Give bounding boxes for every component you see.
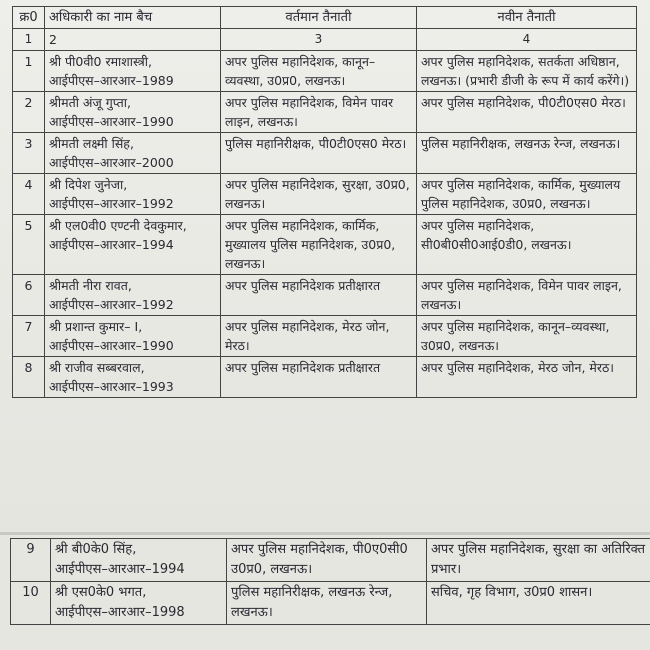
officer-name-batch [45,316,221,357]
current-posting: अपर पुलिस महानिदेशक, सुरक्षा, उ0प्र0, लखनऊ। [221,174,417,215]
current-posting: अपर पुलिस महानिदेशक, विमेन पावर लाइन, लखनऊ। [221,92,417,133]
officer-name-batch [45,92,221,133]
new-posting: अपर पुलिस महानिदेशक, कार्मिक, मुख्यालय पुलिस महानिदेशक, उ0प्र0, लखनऊ। [417,174,637,215]
column-number: 4 [417,29,637,51]
serial-number: 5 [13,215,45,275]
officer-name-batch [51,539,227,582]
officer-name: श्री पी0वी0 रमाशास्त्री, [49,54,153,69]
new-posting: अपर पुलिस महानिदेशक, सतर्कता अधिष्ठान, लखनऊ। (प्रभारी डीजी के रूप में कार्य करेंगे।) [417,51,637,92]
officer-batch: आईपीएस–आरआर–1994 [55,562,185,577]
serial-number: 4 [13,174,45,215]
current-posting: अपर पुलिस महानिदेशक, कानून–व्यवस्था, उ0प्र0, लखनऊ। [221,51,417,92]
officer-name-batch [45,357,221,398]
officer-name: श्रीमती नीरा रावत, [49,278,132,293]
serial-number: 7 [13,316,45,357]
serial-number: 3 [13,133,45,174]
officer-batch: आईपीएस–आरआर–1992 [49,196,174,211]
serial-number: 2 [13,92,45,133]
officer-name: श्री बी0के0 सिंह, [55,542,137,557]
table-row [13,357,637,398]
table-row [13,215,637,275]
new-posting: अपर पुलिस महानिदेशक, मेरठ जोन, मेरठ। [417,357,637,398]
officer-batch: आईपीएस–आरआर–1994 [49,237,174,252]
table-body-continued [11,539,650,625]
serial-number: 1 [13,51,45,92]
officer-batch: आईपीएस–आरआर–1998 [55,605,185,620]
table-row [13,316,637,357]
officer-name: श्रीमती लक्ष्मी सिंह, [49,136,134,151]
officer-name: श्री दिपेश जुनेजा, [49,177,128,192]
officer-name: श्रीमती अंजू गुप्ता, [49,95,131,110]
current-posting: पुलिस महानिरीक्षक, पी0टी0एस0 मेरठ। [221,133,417,174]
officer-batch: आईपीएस–आरआर–1989 [49,73,174,88]
new-posting: सचिव, गृह विभाग, उ0प्र0 शासन। [427,582,650,625]
table-body [13,51,637,398]
table-row [13,92,637,133]
serial-number: 6 [13,275,45,316]
officer-name: श्री राजीव सब्बरवाल, [49,360,145,375]
header-current-posting: वर्तमान तैनाती [221,7,417,29]
transfer-table [12,6,637,398]
officer-batch: आईपीएस–आरआर–1990 [49,338,174,353]
officer-name-batch [45,275,221,316]
table-row [11,539,650,582]
table-row [13,133,637,174]
column-number: 1 [13,29,45,51]
officer-name-batch [45,215,221,275]
header-row [13,7,637,29]
table-row [13,51,637,92]
serial-number: 10 [11,582,51,625]
officer-name: श्री प्रशान्त कुमार– I, [49,319,143,334]
column-number: 2 [45,29,221,51]
current-posting: पुलिस महानिरीक्षक, लखनऊ रेन्ज, लखनऊ। [227,582,427,625]
header-serial: क्र0 [13,7,45,29]
officer-name-batch [45,133,221,174]
officer-name: श्री एल0वी0 एण्टनी देवकुमार, [49,218,187,233]
header-name-batch: अधिकारी का नाम बैच [45,7,221,29]
new-posting: पुलिस महानिरीक्षक, लखनऊ रेन्ज, लखनऊ। [417,133,637,174]
serial-number: 8 [13,357,45,398]
table-row [13,275,637,316]
current-posting: अपर पुलिस महानिदेशक, कार्मिक, मुख्यालय पुलिस महानिदेशक, उ0प्र0, लखनऊ। [221,215,417,275]
new-posting: अपर पुलिस महानिदेशक, विमेन पावर लाइन, लखनऊ। [417,275,637,316]
new-posting: अपर पुलिस महानिदेशक, सी0बी0सी0आई0डी0, लखनऊ। [417,215,637,275]
column-number: 3 [221,29,417,51]
current-posting: अपर पुलिस महानिदेशक प्रतीक्षारत [221,275,417,316]
officer-name: श्री एस0के0 भगत, [55,585,147,600]
table-row [11,582,650,625]
officer-batch: आईपीएस–आरआर–1993 [49,379,174,394]
new-posting: अपर पुलिस महानिदेशक, पी0टी0एस0 मेरठ। [417,92,637,133]
column-number-row [13,29,637,51]
officer-batch: आईपीएस–आरआर–1992 [49,297,174,312]
transfer-table-continued [10,538,650,625]
new-posting: अपर पुलिस महानिदेशक, सुरक्षा का अतिरिक्त प्रभार। [427,539,650,582]
officer-name-batch [45,51,221,92]
header-new-posting: नवीन तैनाती [417,7,637,29]
current-posting: अपर पुलिस महानिदेशक प्रतीक्षारत [221,357,417,398]
officer-name-batch [51,582,227,625]
table-row [13,174,637,215]
officer-name-batch [45,174,221,215]
officer-batch: आईपीएस–आरआर–2000 [49,155,174,170]
current-posting: अपर पुलिस महानिदेशक, पी0ए0सी0 उ0प्र0, लखनऊ। [227,539,427,582]
officer-batch: आईपीएस–आरआर–1990 [49,114,174,129]
new-posting: अपर पुलिस महानिदेशक, कानून–व्यवस्था, उ0प्र0, लखनऊ। [417,316,637,357]
current-posting: अपर पुलिस महानिदेशक, मेरठ जोन, मेरठ। [221,316,417,357]
serial-number: 9 [11,539,51,582]
